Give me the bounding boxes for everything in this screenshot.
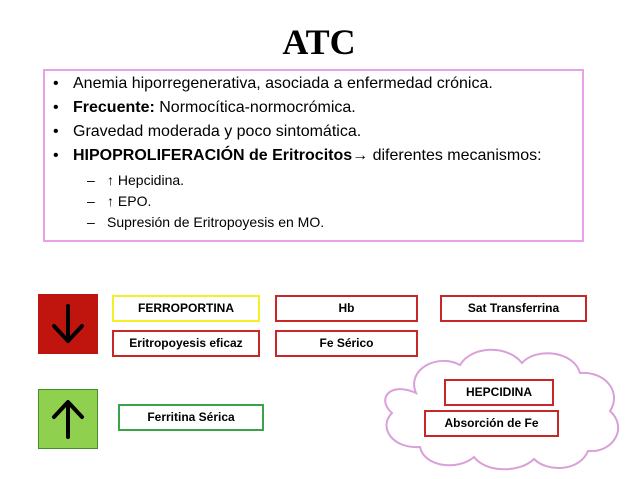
bullet-bold: Frecuente: — [73, 99, 155, 116]
bullet-item — [53, 98, 356, 118]
sub-bullet-text: ↑ Hepcidina. — [107, 172, 185, 188]
sub-bullet-dash: – — [87, 172, 95, 188]
down-arrow-icon — [38, 294, 98, 354]
bullet-item — [53, 122, 361, 142]
bullet-text: Gravedad moderada y poco sintomática. — [73, 123, 362, 140]
bullet-item — [53, 146, 542, 166]
fe-serico-box: Fe Sérico — [275, 330, 418, 357]
bullet-item — [53, 74, 493, 94]
sub-bullet-text: ↑ EPO. — [107, 193, 152, 209]
bullet-list-frame — [43, 69, 584, 242]
bullet-bold: HIPOPROLIFERACIÓN de Eritrocitos — [73, 147, 353, 164]
sub-bullet-text: Supresión de Eritropoyesis en MO. — [107, 214, 325, 230]
bullet-text: Normocítica-normocrómica. — [154, 99, 356, 116]
bullet-dot: • — [53, 75, 59, 92]
bullet-text: → diferentes mecanismos: — [352, 147, 542, 164]
bullet-dot: • — [53, 147, 59, 164]
sub-bullet-item — [87, 171, 184, 189]
sub-bullet-item — [87, 213, 324, 231]
down-arrow-box — [38, 294, 98, 354]
hb-box: Hb — [275, 295, 418, 322]
sub-bullet-item — [87, 192, 151, 210]
bullet-dot: • — [53, 99, 59, 116]
bullet-text: Anemia hiporregenerativa, asociada a enfermedad crónica. — [73, 75, 493, 92]
sub-bullet-dash: – — [87, 193, 95, 209]
eritropoyesis-eficaz-box: Eritropoyesis eficaz — [112, 330, 260, 357]
bullet-dot: • — [53, 123, 59, 140]
absorcion-fe-box: Absorción de Fe — [424, 410, 559, 437]
up-arrow-icon — [38, 389, 98, 449]
up-arrow-box — [38, 389, 98, 449]
hepcidina-box: HEPCIDINA — [444, 379, 554, 406]
page-title: ATC — [282, 22, 356, 62]
ferritina-serica-box: Ferritina Sérica — [118, 404, 264, 431]
ferroportina-box: FERROPORTINA — [112, 295, 260, 322]
sub-bullet-dash: – — [87, 214, 95, 230]
sat-transferrina-box: Sat Transferrina — [440, 295, 587, 322]
